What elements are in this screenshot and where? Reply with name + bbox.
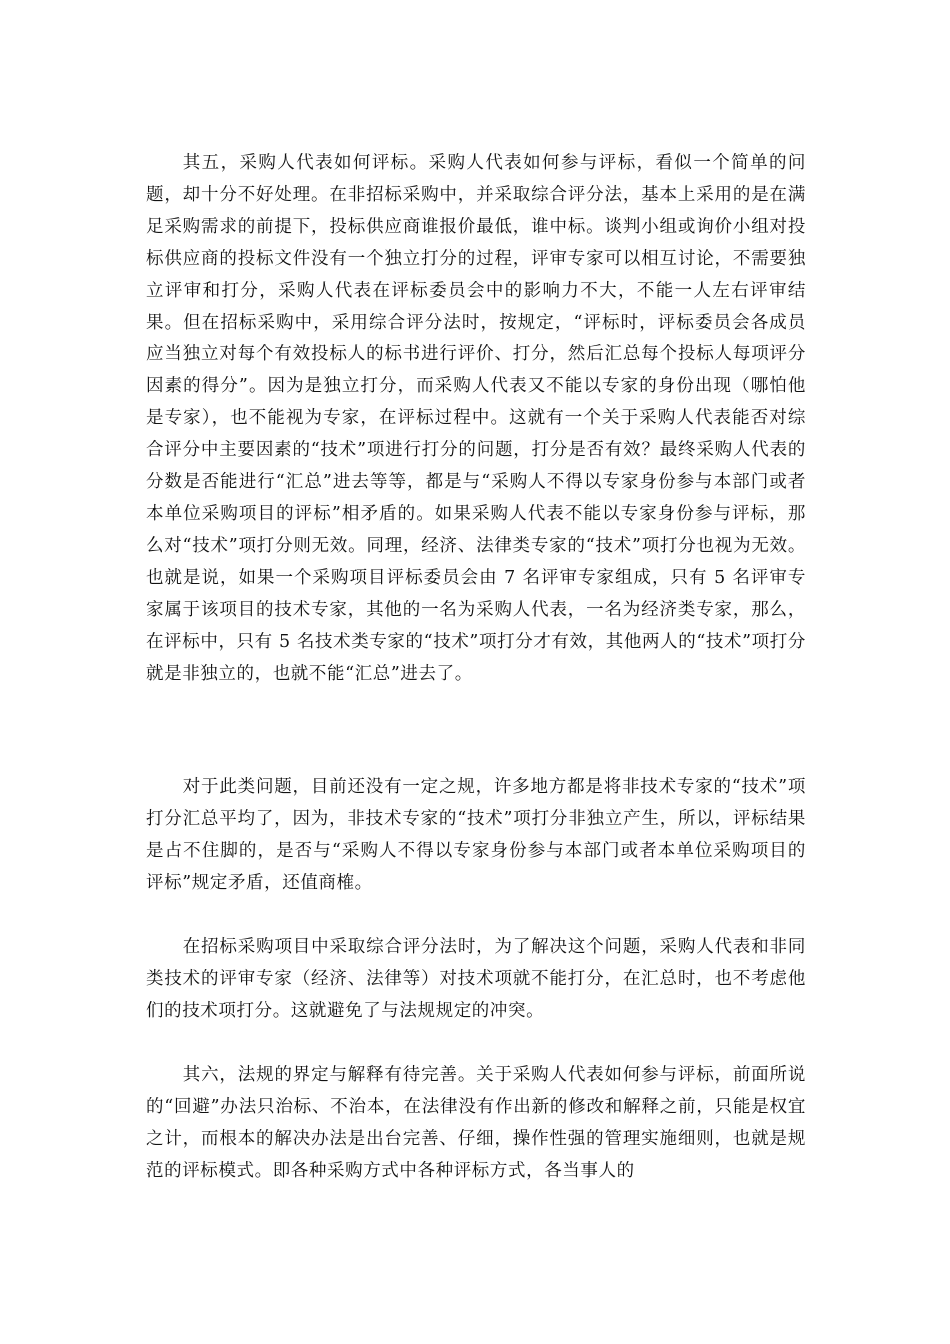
- paragraph-4-block: [146, 1060, 806, 1188]
- paragraph-2-block: [146, 772, 806, 900]
- paragraph-4: 其六，法规的界定与解释有待完善。关于采购人代表如何参与评标，前面所说的“回避”办法只治标、不治本，在法律没有作出新的修改和解释之前，只能是权宜之计，而根本的解决办法是出台完善、仔细，操作性强的管理实施细则，也就是规范的评标模式。即各种采购方式中各种评标方式，各当事人的: [146, 1065, 806, 1181]
- paragraph-1-block: [146, 148, 806, 690]
- paragraph-2: 对于此类问题，目前还没有一定之规，许多地方都是将非技术专家的“技术”项打分汇总平均了，因为，非技术专家的“技术”项打分非独立产生，所以，评标结果是占不住脚的，是否与“采购人不得以专家身份参与本部门或者本单位采购项目的评标”规定矛盾，还值商榷。: [146, 777, 806, 893]
- paragraph-1: 其五，采购人代表如何评标。采购人代表如何参与评标，看似一个简单的问题，却十分不好处理。在非招标采购中，并采取综合评分法，基本上采用的是在满足采购需求的前提下，投标供应商谁报价最低，谁中标。谈判小组或询价小组对投标供应商的投标文件没有一个独立打分的过程，评审专家可以相互讨论，不需要独立评审和打分，采购人代表在评标委员会中的影响力不大，不能一人左右评审结果。但在招标采购中，采用综合评分法时，按规定，“评标时，评标委员会各成员应当独立对每个有效投标人的标书进行评价、打分，然后汇总每个投标人每项评分因素的得分”。因为是独立打分，而采购人代表又不能以专家的身份出现（哪怕他是专家），也不能视为专家，在评标过程中。这就有一个关于采购人代表能否对综合评分中主要因素的“技术”项进行打分的问题，打分是否有效？最终采购人代表的分数是否能进行“汇总”进去等等，都是与“采购人不得以专家身份参与本部门或者本单位采购项目的评标”相矛盾的。如果采购人代表不能以专家身份参与评标，那么对“技术”项打分则无效。同理，经济、法律类专家的“技术”项打分也视为无效。也就是说，如果一个采购项目评标委员会由 7 名评审专家组成，只有 5 名评审专家属于该项目的技术专家，其他的一名为采购人代表，一名为经济类专家，那么，在评标中，只有 5 名技术类专家的“技术”项打分才有效，其他两人的“技术”项打分就是非独立的，也就不能“汇总”进去了。: [146, 153, 806, 684]
- paragraph-3: 在招标采购项目中采取综合评分法时，为了解决这个问题，采购人代表和非同类技术的评审专家（经济、法律等）对技术项就不能打分，在汇总时，也不考虑他们的技术项打分。这就避免了与法规规定的冲突。: [146, 937, 806, 1021]
- paragraph-3-block: [146, 932, 806, 1028]
